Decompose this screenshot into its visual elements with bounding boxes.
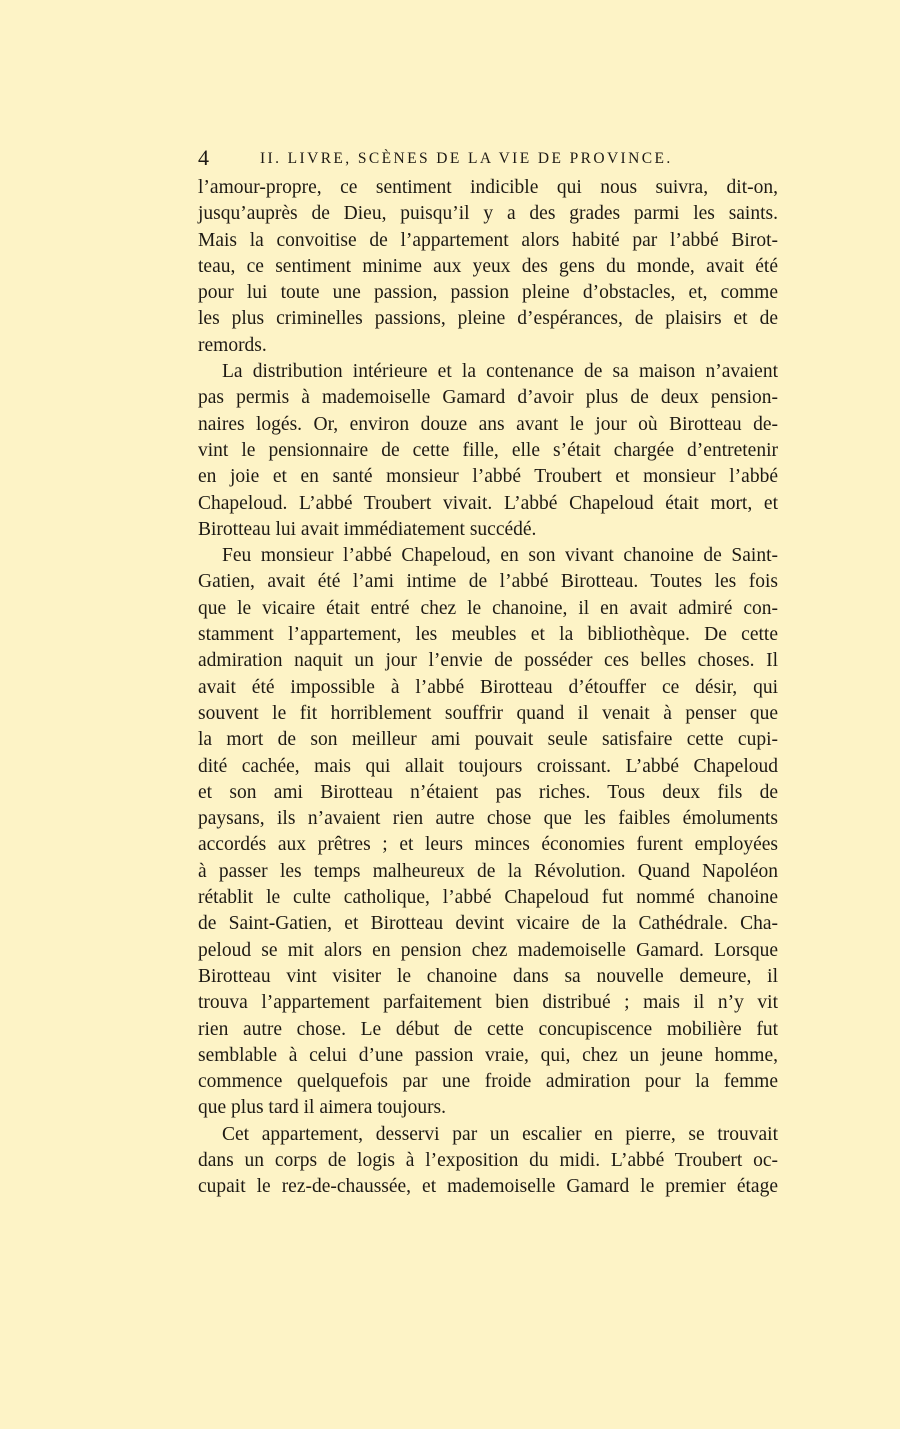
text-line: l’amour-propre, ce sentiment indicible qui nous suivra, dit-on, [198, 177, 778, 198]
text-line: et son ami Birotteau n’étaient pas riches. Tous deux fils de [198, 781, 778, 803]
text-line: dans un corps de logis à l’exposition du midi. L’abbé Troubert oc- [198, 1149, 778, 1171]
text-line: en joie et en santé monsieur l’abbé Troubert et monsieur l’abbé [198, 466, 778, 488]
text-line: admiration naquit un jour l’envie de posséder ces belles choses. Il [198, 650, 778, 672]
page-number: 4 [198, 145, 209, 170]
text-line: les plus criminelles passions, pleine d’espérances, de plaisirs et de [198, 308, 778, 330]
text-line: la mort de son meilleur ami pouvait seule satisfaire cette cupi- [198, 729, 778, 751]
text-line: rien autre chose. Le début de cette concupiscence mobilière fut [198, 1018, 778, 1040]
text-line: commence quelquefois par une froide admiration pour la femme [198, 1071, 778, 1093]
paragraph-start: Cet appartement, desservi par un escalier en pierre, se trouvait [222, 1123, 778, 1145]
text-line: peloud se mit alors en pension chez mademoiselle Gamard. Lorsque [198, 939, 778, 961]
text-line: Birotteau lui avait immédiatement succédé. [198, 518, 537, 540]
text-line: stamment l’appartement, les meubles et la bibliothèque. De cette [198, 624, 778, 646]
text-line: que le vicaire était entré chez le chanoine, il en avait admiré con- [198, 597, 778, 619]
text-line: que plus tard il aimera toujours. [198, 1097, 447, 1119]
running-head: II. LIVRE, SCÈNES DE LA VIE DE PROVINCE. [260, 150, 673, 167]
text-line: naires logés. Or, environ douze ans avant le jour où Birotteau de- [198, 413, 778, 435]
text-line: avait été impossible à l’abbé Birotteau d’étouffer ce désir, qui [198, 676, 778, 698]
text-line: pour lui toute une passion, passion pleine d’obstacles, et, comme [198, 282, 778, 304]
text-line: dité cachée, mais qui allait toujours croissant. L’abbé Chapeloud [198, 755, 778, 777]
text-line: Birotteau vint visiter le chanoine dans sa nouvelle demeure, il [198, 965, 778, 987]
text-line: semblable à celui d’une passion vraie, qui, chez un jeune homme, [198, 1044, 778, 1066]
paragraph-start: Feu monsieur l’abbé Chapeloud, en son vivant chanoine de Saint- [222, 545, 778, 567]
text-line: trouva l’appartement parfaitement bien distribué ; mais il n’y vit [198, 992, 778, 1014]
text-line: à passer les temps malheureux de la Révolution. Quand Napoléon [198, 860, 778, 882]
text-line: Chapeloud. L’abbé Troubert vivait. L’abbé Chapeloud était mort, et [198, 492, 778, 514]
text-line: rétablit le culte catholique, l’abbé Chapeloud fut nommé chanoine [198, 887, 778, 909]
paragraph-start: La distribution intérieure et la contenance de sa maison n’avaient [222, 361, 778, 383]
text-line: cupait le rez-de-chaussée, et mademoiselle Gamard le premier étage [198, 1176, 778, 1198]
text-line: de Saint-Gatien, et Birotteau devint vicaire de la Cathédrale. Cha- [198, 913, 778, 935]
page-header [198, 145, 780, 171]
text-line: vint le pensionnaire de cette fille, elle s’était chargée d’entretenir [198, 439, 778, 461]
text-line: remords. [198, 334, 267, 356]
text-line: jusqu’auprès de Dieu, puisqu’il y a des grades parmi les saints. [198, 203, 778, 225]
text-line: accordés aux prêtres ; et leurs minces économies furent employées [198, 834, 778, 856]
text-line: pas permis à mademoiselle Gamard d’avoir plus de deux pension- [198, 387, 778, 409]
body-text [198, 175, 778, 1201]
text-line: teau, ce sentiment minime aux yeux des gens du monde, avait été [198, 255, 778, 277]
text-line: souvent le fit horriblement souffrir quand il venait à penser que [198, 702, 778, 724]
text-line: Gatien, avait été l’ami intime de l’abbé Birotteau. Toutes les fois [198, 571, 778, 593]
text-line: paysans, ils n’avaient rien autre chose que les faibles émoluments [198, 808, 778, 830]
text-line: Mais la convoitise de l’appartement alors habité par l’abbé Birot- [198, 229, 778, 251]
